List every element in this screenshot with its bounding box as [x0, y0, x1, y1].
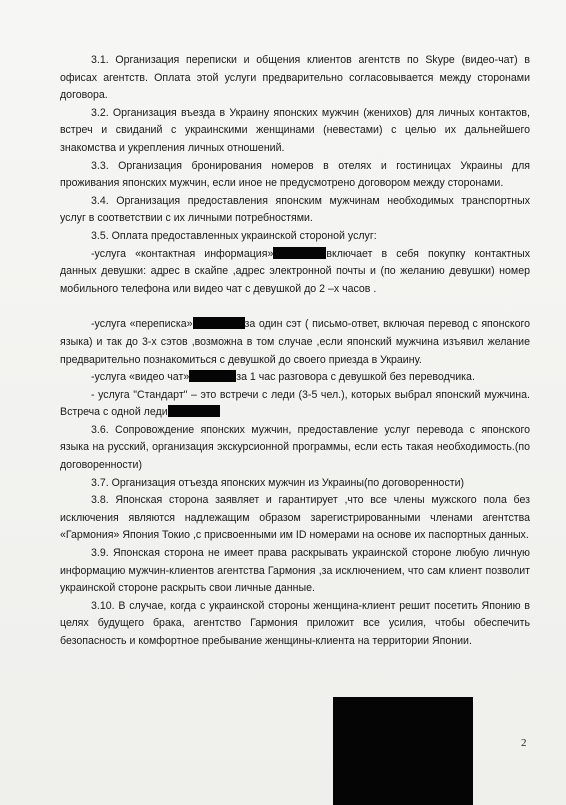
- service-video-chat-label: -услуга «видео чат»: [91, 371, 190, 384]
- page-number: 2: [521, 737, 527, 749]
- redaction-block: [189, 370, 236, 382]
- clause-3-6: 3.6. Сопровождение японских мужчин, предоставление услуг перевода с японского языка на русский, организация экскурсионной программы, если есть такая необходимость.(по договоренности): [60, 423, 530, 472]
- service-correspondence-text: за один сэт ( письмо-ответ, включая перевод с японского языка) и так до 3-х сэтов ,возможна в том случае ,если японский мужчина изъявил желание предварительно познакомиться с девушкой до своего приезда в Украину.: [60, 318, 530, 366]
- clause-3-4: 3.4. Организация предоставления японским мужчинам необходимых транспортных услуг в соответствии с их личными потребностями.: [60, 194, 530, 225]
- service-video-chat-text: за 1 час разговора с девушкой без переводчика.: [236, 371, 475, 384]
- service-correspondence: [60, 316, 530, 369]
- redaction-block: [193, 317, 245, 329]
- service-standard: [60, 387, 530, 422]
- clause-3-3: 3.3. Организация бронирования номеров в отелях и гостиницах Украины для проживания японских мужчин, если иное не предусмотрено договором между сторонами.: [60, 159, 530, 190]
- service-correspondence-label: -услуга «переписка»: [91, 318, 193, 331]
- spacer: [60, 298, 530, 316]
- clause-3-7: 3.7. Организация отъезда японских мужчин из Украины(по договоренности): [91, 476, 465, 489]
- service-video-chat: [60, 369, 530, 387]
- clause-3-2: 3.2. Организация въезда в Украину японских мужчин (женихов) для личных контактов, встреч и свиданий с украинскими женщинами (невестами) с целью их дальнейшего знакомства и укрепления личных отношений.: [60, 106, 530, 154]
- redaction-block: [168, 405, 220, 417]
- service-contact-info-text: включает в себя покупку контактных данных девушки: адрес в скайпе ,адрес электронной почты и (по желанию девушки) номер мобильного телефона или видео чат с девушкой до 2 –х часов .: [60, 247, 531, 295]
- clause-3-5: 3.5. Оплата предоставленных украинской стороной услуг:: [91, 229, 377, 242]
- service-contact-info: [60, 246, 530, 299]
- service-contact-info-label: -услуга «контактная информация»: [91, 247, 274, 260]
- clause-3-8: 3.8. Японская сторона заявляет и гарантирует ,что все члены мужского пола без исключения являются надлежащим образом зарегистрированными членами агентства «Гармония» Япония Токио ,с присвоенными им ID номерами на основе их паспортных данных.: [60, 494, 530, 542]
- redaction-block: [273, 247, 326, 259]
- service-standard-text: - услуга "Стандарт" – это встречи с леди (3-5 чел.), которых выбрал японский мужчина. Встреча с одной леди: [60, 388, 530, 419]
- signature-redaction-block: [333, 697, 473, 805]
- clause-3-1: 3.1. Организация переписки и общения клиентов агентств по Skype (видео-чат) в офисах агентств. Оплата этой услуги предварительно согласовывается между сторонами договора.: [60, 54, 530, 102]
- clause-3-10: 3.10. В случае, когда с украинской стороны женщина-клиент решит посетить Японию в целях будущего брака, агентство Гармония приложит все усилия, чтобы обеспечить безопасность и комфортное пребывание женщины-клиента на территории Японии.: [60, 599, 530, 647]
- clause-3-9: 3.9. Японская сторона не имеет права раскрывать украинской стороне любую личную информацию мужчин-клиентов агентства Гармония ,за исключением, что сам клиент позволит украинской стороне раскрыть свои личные данные.: [60, 547, 530, 595]
- document-body: [60, 52, 530, 651]
